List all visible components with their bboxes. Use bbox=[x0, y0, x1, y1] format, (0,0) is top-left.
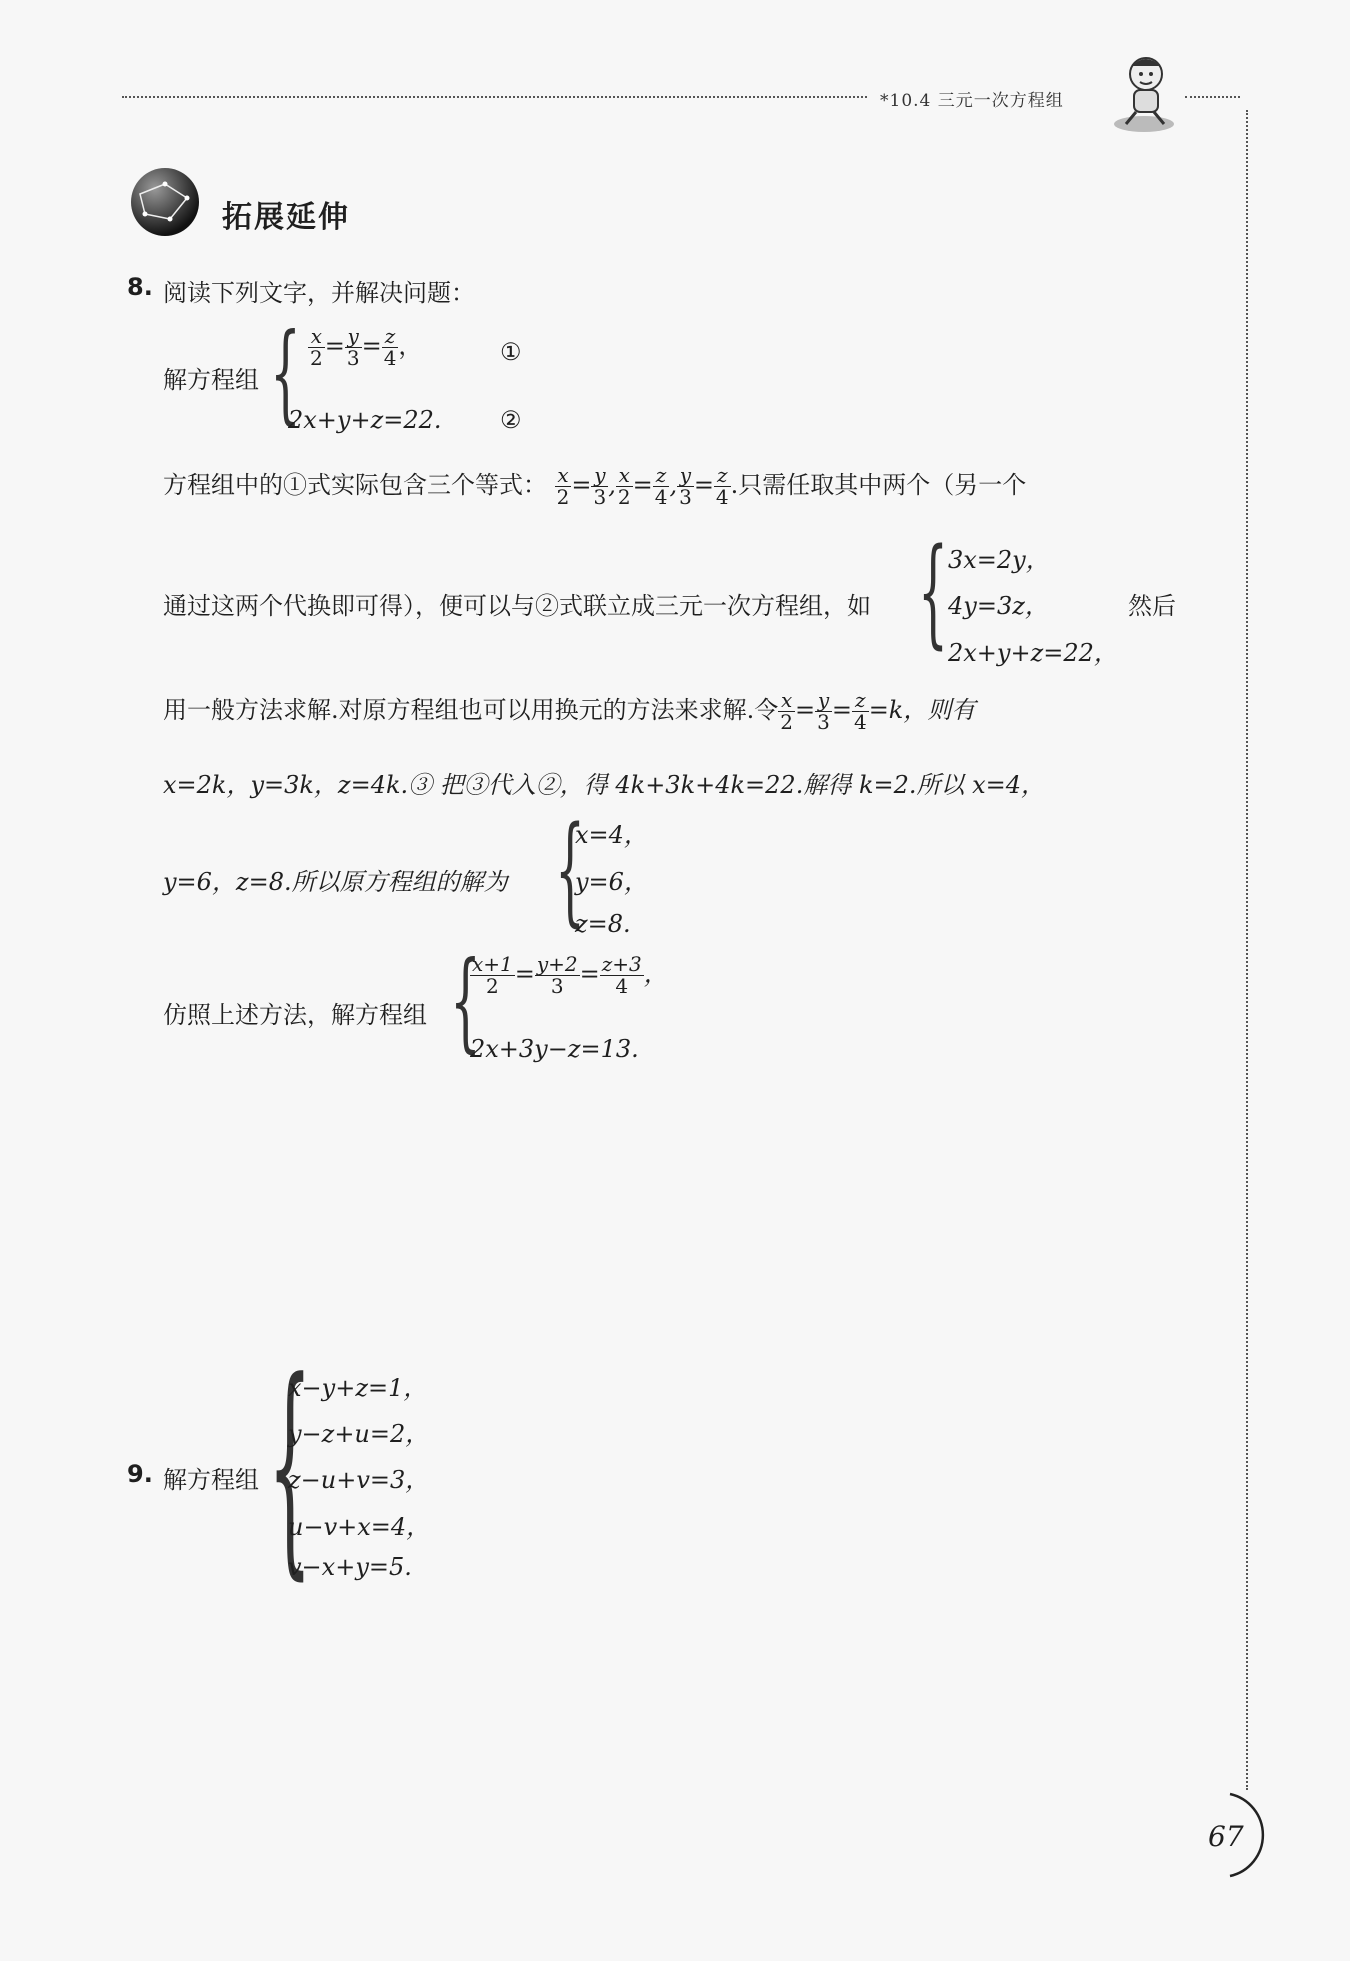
system-brace: { bbox=[270, 311, 301, 436]
equation-3: $\frac{x+1}{2}$ = $\frac{y+2}{3}$ = $\frac{z+3}{4}$ ， bbox=[472, 952, 668, 998]
paragraph-line-2-end: 然后 bbox=[1128, 592, 1176, 620]
paragraph-line-5: y=6，z=8.所以原方程组的解为 bbox=[163, 868, 508, 896]
q9-eq-5: v−x+y=5. bbox=[288, 1553, 412, 1581]
example-system-line-3: 2x+y+z=22， bbox=[948, 639, 1118, 667]
header-rule-right bbox=[1185, 96, 1240, 98]
equation-2-mark: ② bbox=[500, 406, 522, 434]
mascot-icon bbox=[1108, 52, 1180, 134]
q9-eq-4: u−v+x=4， bbox=[288, 1513, 431, 1541]
page-number: 67 bbox=[1208, 1820, 1244, 1853]
question-8-number: 8. bbox=[127, 273, 153, 301]
question-9-label: 解方程组 bbox=[163, 1466, 259, 1494]
paragraph-line-1: 方程组中的①式实际包含三个等式： $\frac{x}{2}$ = $\frac{y}{3}$ , $\frac{x}{2}$ = $\frac{z}{4}$ , $\frac{y}{3}$ = $\frac{z}{4}$ .只需任取其中两个（另一个 bbox=[163, 463, 1027, 509]
header-rule-left bbox=[122, 96, 867, 98]
system-brace-3: { bbox=[450, 939, 481, 1064]
solve-label: 解方程组 bbox=[163, 366, 259, 394]
paragraph-line-3: 用一般方法求解.对原方程组也可以用换元的方法来求解.令 $\frac{x}{2}$ = $\frac{y}{3}$ = $\frac{z}{4}$ =k，则有 bbox=[163, 688, 976, 734]
example-system-line-2: 4y=3z， bbox=[948, 592, 1049, 620]
q9-eq-3: z−u+v=3， bbox=[288, 1466, 430, 1494]
solution-line-2: y=6， bbox=[575, 868, 648, 896]
equation-2: 2x+y+z=22. bbox=[288, 406, 442, 434]
system-brace-4: { bbox=[268, 1333, 312, 1600]
right-margin-rule bbox=[1246, 110, 1248, 1790]
paragraph-line-2: 通过这两个代换即可得），便可以与②式联立成三元一次方程组，如 bbox=[163, 592, 871, 620]
question-9-number: 9. bbox=[127, 1460, 153, 1488]
imitate-label: 仿照上述方法，解方程组 bbox=[163, 1001, 427, 1029]
example-system-line-1: 3x=2y， bbox=[948, 546, 1050, 574]
question-8-intro: 阅读下列文字，并解决问题： bbox=[163, 279, 475, 307]
solution-line-1: x=4， bbox=[575, 821, 648, 849]
q9-eq-2: y−z+u=2， bbox=[288, 1420, 430, 1448]
paragraph-line-4: x=2k，y=3k，z=4k.③ 把③代入②，得 4k+3k+4k=22.解得 k=2.所以 x=4， bbox=[163, 771, 1046, 799]
system-brace-2: { bbox=[918, 522, 949, 660]
q9-eq-1: x−y+z=1， bbox=[288, 1374, 428, 1402]
solution-line-3: z=8. bbox=[575, 910, 631, 938]
section-title: 拓展延伸 bbox=[222, 200, 350, 235]
equation-1-mark: ① bbox=[500, 338, 522, 366]
solution-brace: { bbox=[555, 800, 586, 938]
running-header: *10.4 三元一次方程组 bbox=[880, 91, 1064, 111]
equation-1: $\frac{x}{2}$ = $\frac{y}{3}$ = $\frac{z}{4}$ ， bbox=[310, 324, 423, 370]
equation-4: 2x+3y−z=13. bbox=[470, 1035, 639, 1063]
globe-icon bbox=[125, 164, 205, 244]
